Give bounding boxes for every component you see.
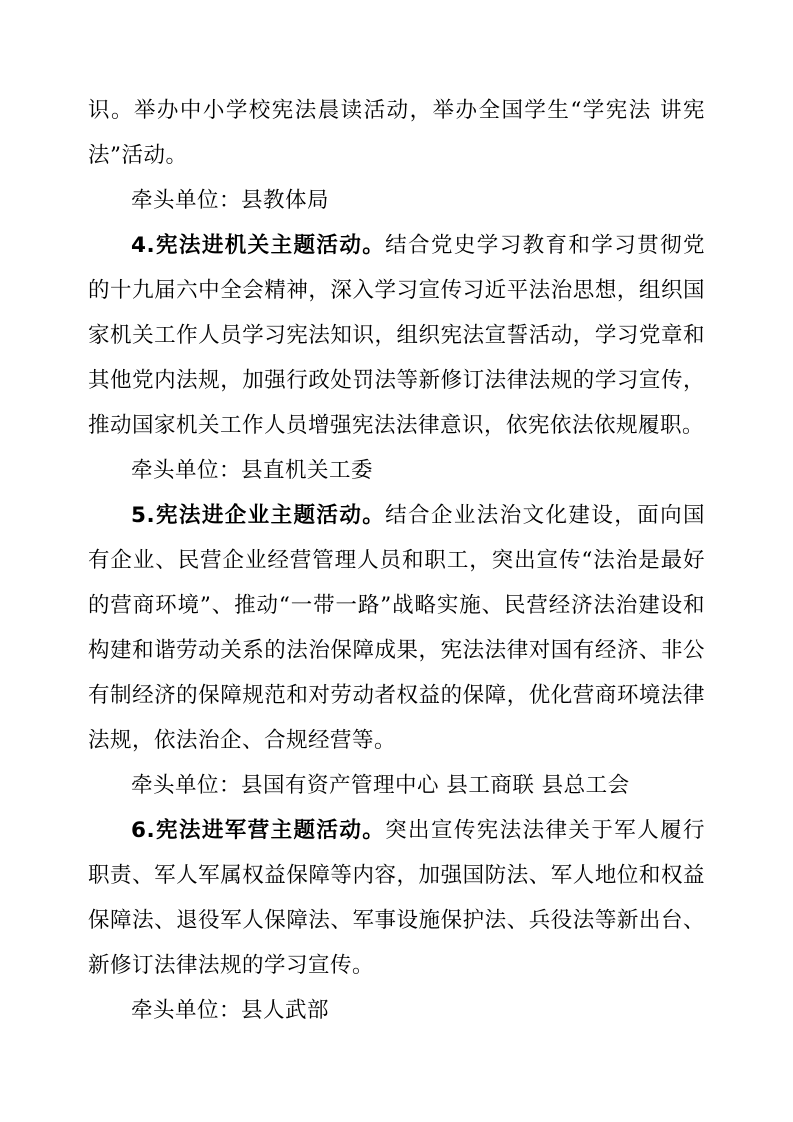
- document-body: [88, 88, 705, 1033]
- item-5-constitution-into-enterprises-text: 结合企业法治文化建设，面向国有企业、民营企业经营管理人员和职工，突出宣传“法治是最好的营商环境”、推动“一带一路”战略实施、民营经济法治建设和构建和谐劳动关系的法治保障成果，宪法法律对国有经济、非公有制经济的保障规范和对劳动者权益的保障，优化营商环境法律法规，依法治企、合规经营等。: [88, 503, 705, 753]
- lead-unit-line-3-text: 牵头单位：县国有资产管理中心 县工商联 县总工会: [131, 773, 630, 798]
- paragraph-continuation-text: 识。举办中小学校宪法晨读活动，举办全国学生“学宪法 讲宪法”活动。: [88, 98, 705, 168]
- item-6-constitution-into-barracks-heading: 6.宪法进军营主题活动。: [131, 818, 386, 843]
- lead-unit-line-1-text: 牵头单位：县教体局: [131, 188, 330, 213]
- lead-unit-line-4: [88, 988, 705, 1033]
- item-4-constitution-into-organs-text: 结合党史学习教育和学习贯彻党的十九届六中全会精神，深入学习宣传习近平法治思想，组织国家机关工作人员学习宪法知识，组织宪法宣誓活动，学习党章和其他党内法规，加强行政处罚法等新修订法律法规的学习宣传，推动国家机关工作人员增强宪法法律意识，依宪依法依规履职。: [88, 233, 705, 438]
- item-6-constitution-into-barracks: [88, 808, 705, 988]
- lead-unit-line-3: [88, 763, 705, 808]
- item-4-constitution-into-organs: [88, 223, 705, 448]
- item-6-constitution-into-barracks-text: 突出宣传宪法法律关于军人履行职责、军人军属权益保障等内容，加强国防法、军人地位和权益保障法、退役军人保障法、军事设施保护法、兵役法等新出台、新修订法律法规的学习宣传。: [88, 818, 705, 978]
- lead-unit-line-4-text: 牵头单位：县人武部: [131, 998, 330, 1023]
- item-4-constitution-into-organs-heading: 4.宪法进机关主题活动。: [131, 233, 386, 258]
- lead-unit-line-2: [88, 448, 705, 493]
- item-5-constitution-into-enterprises-heading: 5.宪法进企业主题活动。: [131, 503, 386, 528]
- item-5-constitution-into-enterprises: [88, 493, 705, 763]
- paragraph-continuation: [88, 88, 705, 178]
- lead-unit-line-1: [88, 178, 705, 223]
- lead-unit-line-2-text: 牵头单位：县直机关工委: [131, 458, 374, 483]
